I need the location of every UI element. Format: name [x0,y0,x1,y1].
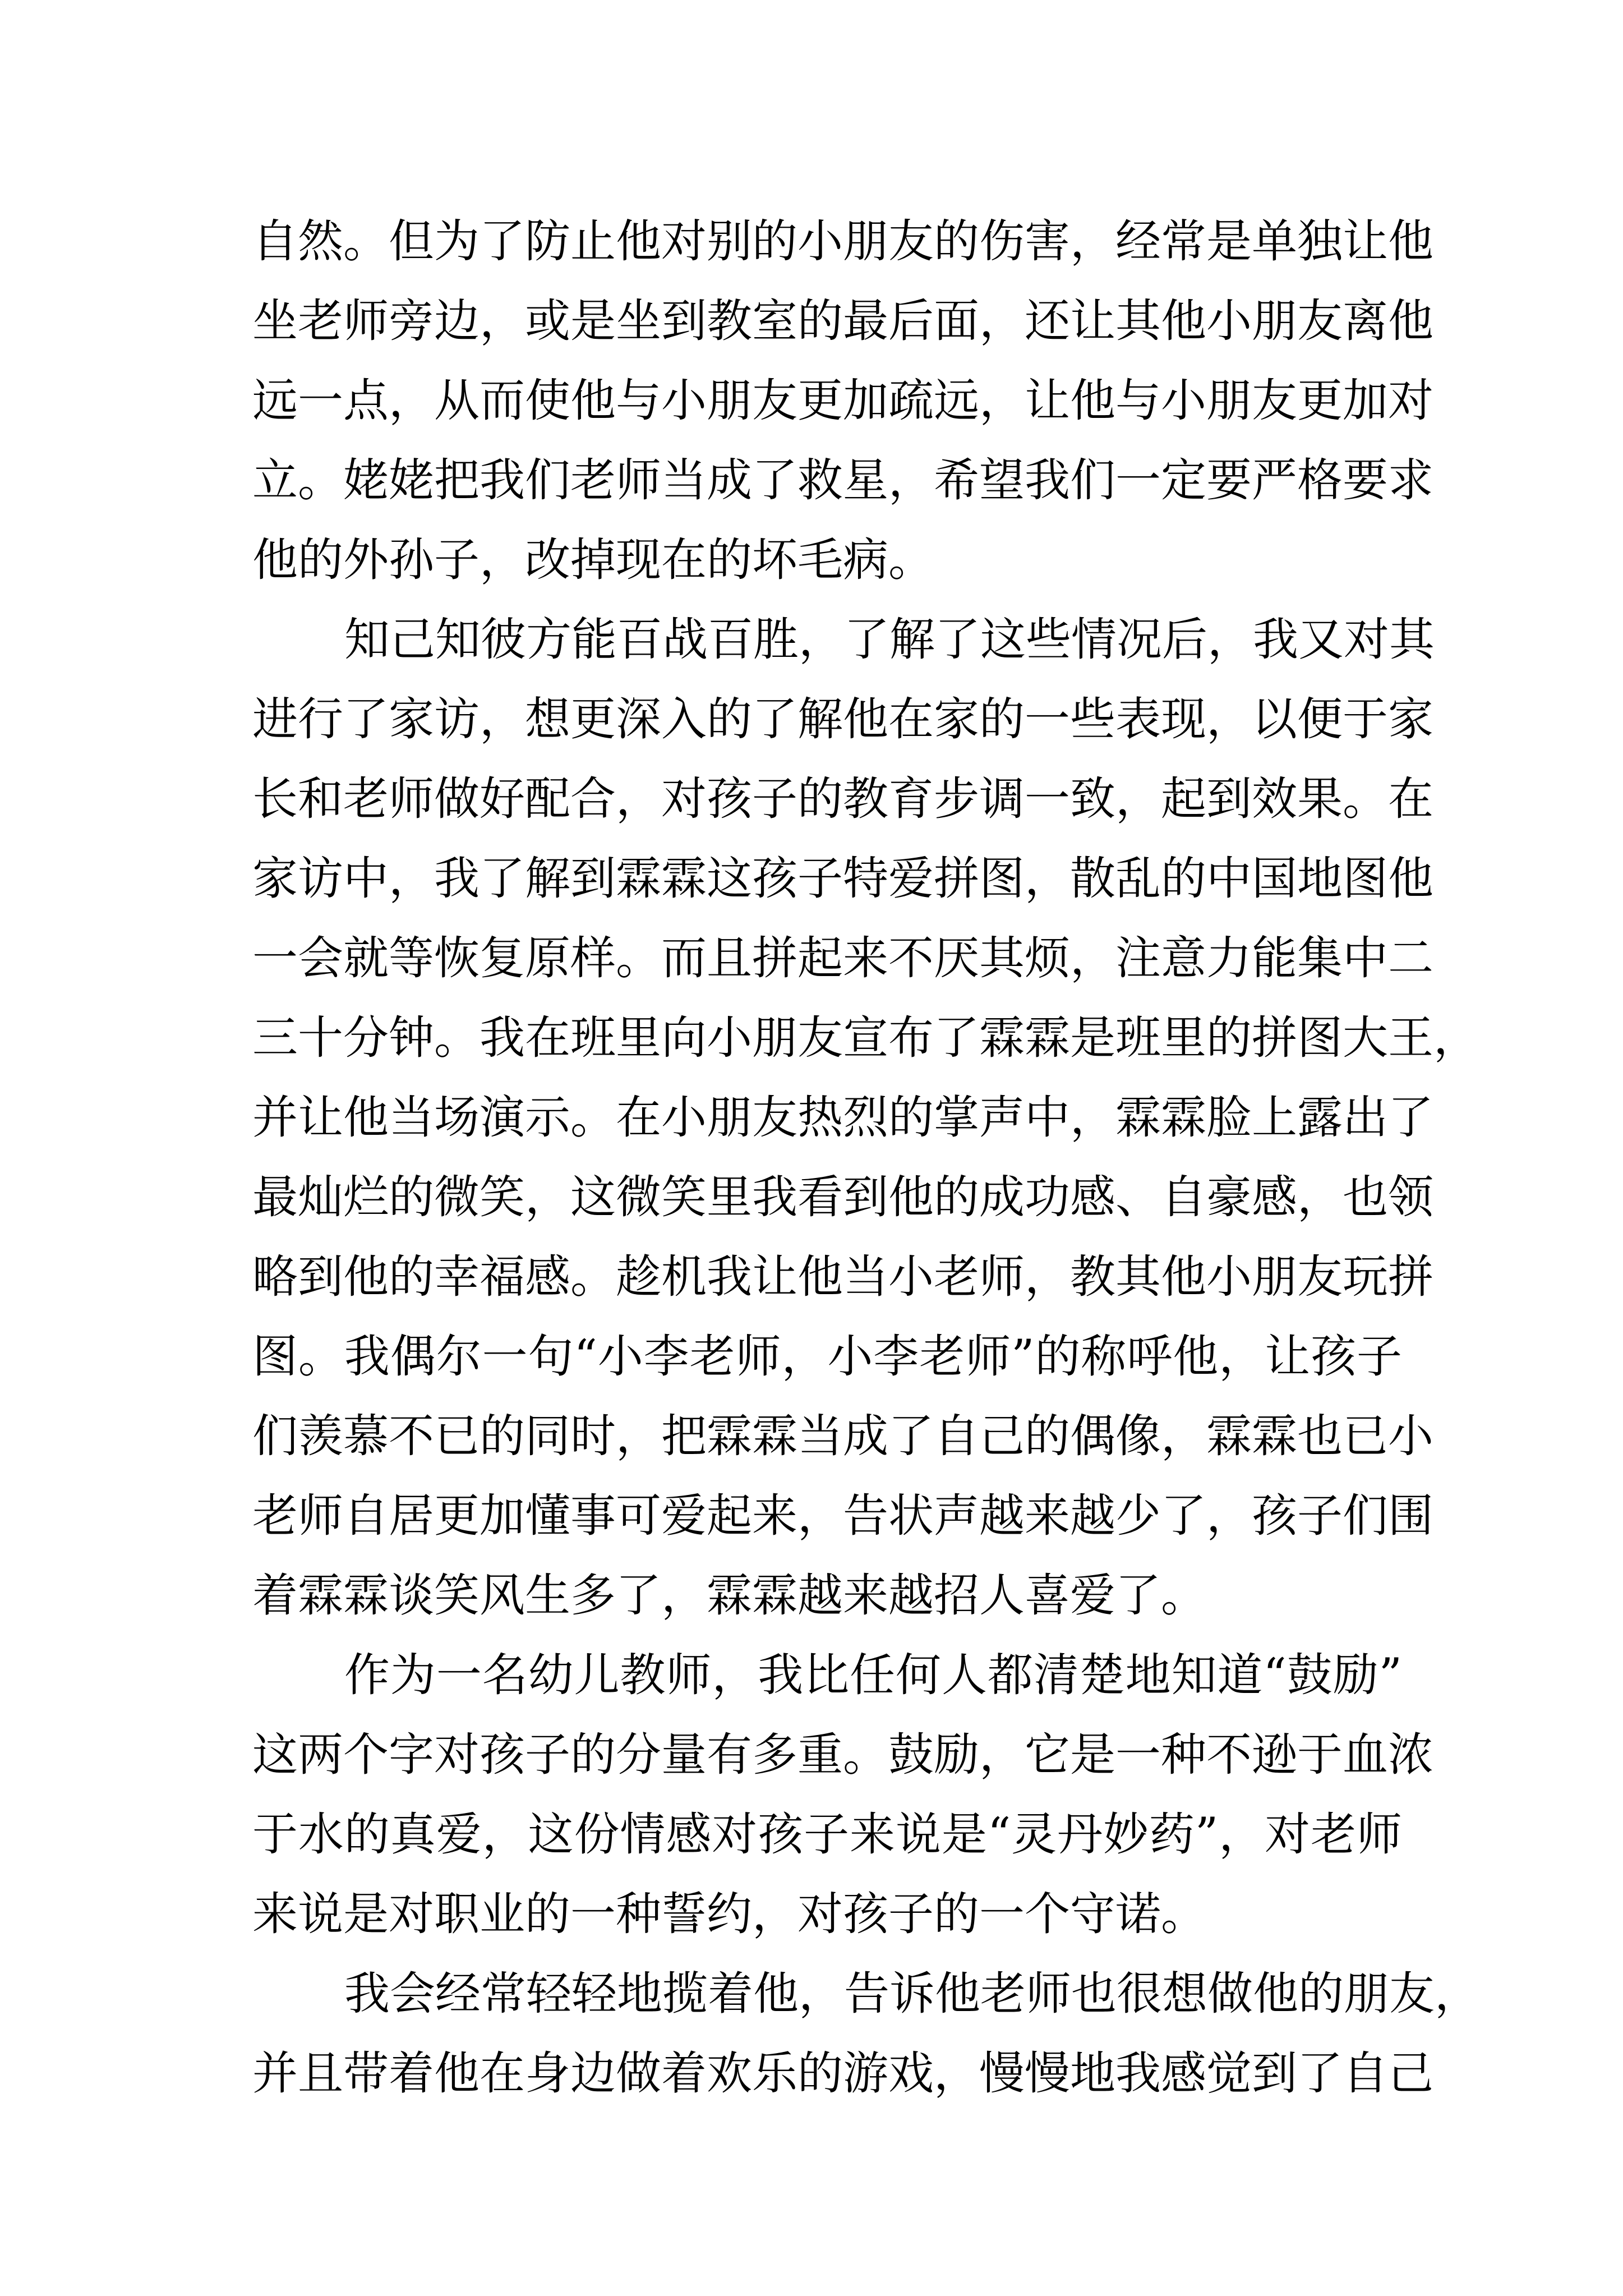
text-line: 来说是对职业的一种誓约，对孩子的一个守诺。 [252,1888,1207,1941]
text-line: 一会就等恢复原样。而且拼起来不厌其烦，注意力能集中二 [252,932,1434,985]
text-line: 老师自居更加懂事可爱起来，告状声越来越少了，孩子们围 [252,1490,1434,1543]
text-line: 自然。但为了防止他对别的小朋友的伤害，经常是单独让他 [252,215,1434,268]
text-line: 进行了家访，想更深入的了解他在家的一些表现，以便于家 [252,693,1434,746]
text-line: 略到他的幸福感。趁机我让他当小老师，教其他小朋友玩拼 [252,1251,1434,1304]
paragraph-first-line: 我会经常轻轻地揽着他，告诉他老师也很想做他的朋友， [344,1968,1481,2021]
body-text [252,202,1481,2114]
text-line: 家访中，我了解到霖霖这孩子特爱拼图，散乱的中国地图他 [252,853,1434,905]
text-line: 并让他当场演示。在小朋友热烈的掌声中，霖霖脸上露出了 [252,1092,1434,1144]
text-line: 这两个字对孩子的分量有多重。鼓励，它是一种不逊于血浓 [252,1729,1434,1782]
text-line: 长和老师做好配合，对孩子的教育步调一致，起到效果。在 [252,773,1434,826]
paragraph-first-line: 作为一名幼儿教师，我比任何人都清楚地知道“鼓励” [344,1649,1402,1702]
text-line: 们羡慕不已的同时，把霖霖当成了自己的偶像，霖霖也已小 [252,1410,1434,1463]
text-line: 最灿烂的微笑，这微笑里我看到他的成功感、自豪感，也领 [252,1171,1434,1224]
text-line: 坐老师旁边，或是坐到教室的最后面，还让其他小朋友离他 [252,295,1434,348]
text-line: 着霖霖谈笑风生多了，霖霖越来越招人喜爱了。 [252,1570,1207,1622]
text-line: 并且带着他在身边做着欢乐的游戏，慢慢地我感觉到了自己 [252,2047,1434,2100]
text-line: 立。姥姥把我们老师当成了救星，希望我们一定要严格要求 [252,454,1434,507]
text-line: 远一点，从而使他与小朋友更加疏远，让他与小朋友更加对 [252,375,1434,427]
paragraph-first-line: 知己知彼方能百战百胜，了解了这些情况后，我又对其 [344,614,1435,666]
text-line: 图。我偶尔一句“小李老师，小李老师”的称呼他，让孩子 [252,1331,1402,1383]
text-line: 三十分钟。我在班里向小朋友宣布了霖霖是班里的拼图大王， [252,1012,1479,1065]
text-line: 于水的真爱，这份情感对孩子来说是“灵丹妙药”，对老师 [252,1809,1402,1861]
text-line: 他的外孙子，改掉现在的坏毛病。 [252,534,934,587]
